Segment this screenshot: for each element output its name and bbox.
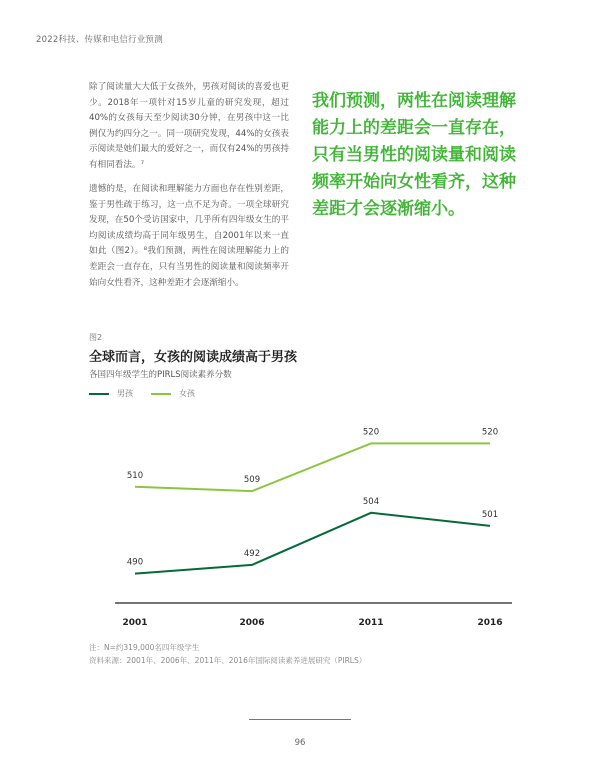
legend-label-boys: 男孩 — [117, 389, 133, 398]
footer-divider — [249, 719, 351, 720]
series-line-girls — [135, 443, 490, 491]
data-label-boys: 504 — [362, 496, 380, 507]
data-label-boys: 501 — [481, 509, 499, 520]
figure-label: 图2 — [89, 333, 103, 342]
figure-note: 注：N=约319,000名四年级学生 — [89, 643, 200, 652]
data-label-boys: 492 — [243, 548, 261, 559]
chart-subtitle: 各国四年级学生的PIRLS阅读素养分数 — [89, 370, 232, 380]
legend-label-girls: 女孩 — [179, 389, 195, 398]
pull-quote: 我们预测，两性在阅读理解能力上的差距会一直存在，只有当男性的阅读量和阅读频率开始向女性看齐，这种差距才会逐渐缩小。 — [312, 91, 516, 219]
series-line-boys — [135, 513, 490, 574]
x-tick-label: 2006 — [239, 618, 265, 628]
x-tick-label: 2011 — [358, 618, 384, 628]
body-paragraph-2: 遗憾的是，在阅读和理解能力方面也存在性别差距，鉴于男性疏于练习，这一点不足为奇。一项全球研究发现，在50个受访国家中，几乎所有四年级女生的平均阅读成绩均高于同年级男生，自2001年以来一直如此（图2）。⁸我们预测，两性在阅读理解能力上的差距会一直存在，只有当男性的阅读量和阅读频率开始向女性看齐，这种差距才会逐渐缩小。 — [89, 184, 289, 288]
page-number: 96 — [294, 738, 306, 748]
x-tick-label: 2001 — [122, 618, 148, 628]
data-label-girls: 509 — [243, 475, 261, 486]
figure-source: 资料来源：2001年、2006年、2011年、2016年国际阅读素养进展研究（PIRLS） — [89, 656, 367, 665]
running-header: 2022科技、传媒和电信行业预测 — [36, 35, 163, 45]
data-label-girls: 510 — [126, 470, 144, 481]
x-tick-label: 2016 — [477, 618, 503, 628]
chart-title: 全球而言，女孩的阅读成绩高于男孩 — [89, 350, 298, 365]
data-label-girls: 520 — [481, 427, 499, 438]
data-label-girls: 520 — [362, 427, 380, 438]
body-paragraph-1: 除了阅读量大大低于女孩外，男孩对阅读的喜爱也更少。2018年一项针对15岁儿童的研究发现，超过40%的女孩每天至少阅读30分钟，在男孩中这一比例仅为约四分之一。同一项研究发现，44%的女孩表示阅读是她们最大的爱好之一，而仅有24%的男孩持有相同看法。⁷ — [89, 82, 289, 170]
data-label-boys: 490 — [126, 557, 144, 568]
